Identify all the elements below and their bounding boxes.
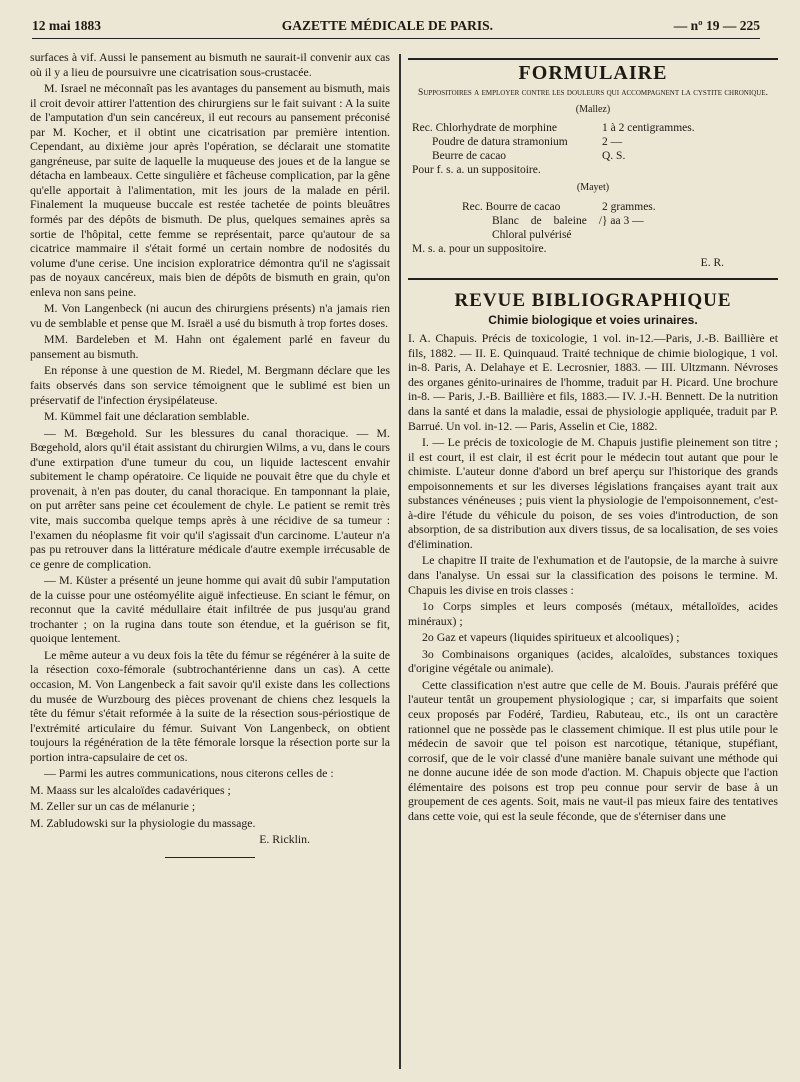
paragraph: I. — Le précis de toxicologie de M. Chapuis justifie pleinement son titre ; il est court, il est clair, il est écrit pour le médecin tout autant que pour le chimiste. L'auteur donne d'abord un bref aperçu sur l'historique des grands empoisonnements et sur les diverses législations françaises ayant trait aux substances vénéneuses ; puis vient la physiologie de l'empoisonnement, c'est-à-dire l'étude du véhicule du poison, de ses voies d'introduction, de son absorption, de sa distribution aux divers tissus, de sa localisation, de ses voies d'élimination. <box>408 435 778 551</box>
paragraph: M. Israel ne méconnaît pas les avantages du pansement au bismuth, mais il croit devoir attirer l'attention des chirurgiens sur le fait suivant : A la suite de l'amputation d'un sein cancéreux, il eut recours au pansement préconisé par M. Kocher, et il obtint une cicatrisation par première intention. Cependant, au dixième jour après l'opération, se déclarait une stomatite gangréneuse, par suite de laquelle la muqueuse des joues et de la langue se détacha en lambeaux. Cette singulière et fâcheuse complication, par la gêne qu'elle apportait à l'alimentation, mit les jours de la malade en péril. Finalement la muqueuse buccale est restée tachetée de points bleuâtres formés par des dépôts de bismuth. De plus, quelques semaines après sa sortie de l'hôpital, cette femme se représentait, parce qu'autour de sa cicatrice mammaire il s'était formé un certain nombre de nodosités du volume d'une cerise. Une incision exploratrice démontra qu'il ne s'agissait pas de noyaux cancéreux, mais bien de dépôts de bismuth en grain, qu'on enleva non sans peine. <box>30 81 390 299</box>
issue-date: 12 mai 1883 <box>32 18 101 33</box>
issue-page-number: — nº 19 — 225 <box>673 18 760 33</box>
page-header <box>32 14 760 39</box>
paragraph: Le chapitre II traite de l'exhumation et de l'autopsie, de la marche à suivre dans l'analyse. Un essai sur la classification des poisons le termine. M. Chapuis les divise en trois classes : <box>408 553 778 597</box>
right-column <box>408 50 778 1080</box>
paragraph: — M. Bœgehold. Sur les blessures du canal thoracique. — M. Bœgehold, alors qu'il était assistant du chirurgien Wilms, a vu, dans le cours d'une extirpation d'une tumeur du cou, un liquide lactescent envahir subitement le champ opératoire. Ce liquide ne pouvait être que du chyle et provenait, à n'en pas douter, du canal thoracique. En tamponnant la plaie, on put arrêter sans peine cet écoulement de chyle. Le patient se remit très vite, mais succomba quelque temps après à une récidive de sa tumeur : l'examen du néoplasme fit voir qu'il s'agissait d'un carcinome. L'auteur n'a pas pu retrouver dans la littérature médicale d'autre exemple irrécusable de ce genre de complication. <box>30 425 390 571</box>
paragraph: Le même auteur a vu deux fois la tête du fémur se régénérer à la suite de la résection coxo-fémorale (subtrochantérienne dans un cas). A cette occasion, M. Von Langenbeck a fait savoir qu'il existe dans les collections du musée de Wurzbourg des pièces provenant de chiens chez lesquels la tête du fémur s'était reformée à la suite de la résection sous-périostique de l'extrémité articulaire du fémur. Suivant Von Langenbeck, on obtient toujours la régénération de la tête fémorale lorsque la résection porte sur la portion intra-capsulaire de cet os. <box>30 647 390 764</box>
paragraph: surfaces à vif. Aussi le pansement au bismuth ne saurait-il convenir aux cas où il y a lieu de poursuivre une cicatrisation sous-crustacée. <box>30 50 390 79</box>
rx-ingredient: Poudre de datura stramonium <box>432 136 568 149</box>
author-signature: E. Ricklin. <box>259 832 310 847</box>
paragraph: En réponse à une question de M. Riedel, M. Bergmann déclare que les faits observés dans son service témoignent que le sublimé est bien un préservatif de l'infection érysipélateuse. <box>30 363 390 407</box>
journal-title: GAZETTE MÉDICALE DE PARIS. <box>281 18 494 33</box>
rx-dose: } aa 3 — <box>602 214 644 227</box>
bibliography-entry: I. A. Chapuis. Précis de toxicologie, 1 vol. in-12.—Paris, J.-B. Baillière et fils, 1882. — II. E. Quinquaud. Traité technique de chimie biologique, 1 vol. in-8. Paris, A. Delahaye et E. Lecrosnier, 1883. — III. Ultzmann. Névroses des organes génito-urinaires de l'homme, traduit par H. Picard. Une brochure in-8. — Paris, J.-B. Baillière et fils, 1883.— IV. J.-H. Bennett. De la nutrition dans la santé et dans la maladie, essai de physiologie appliquée, traduit par P. Barrué. Un vol. in-12. — Paris, Asselin et Cie, 1882. <box>408 331 778 433</box>
rx2-prescription <box>412 200 774 256</box>
rx-dose: 2 — <box>602 136 623 149</box>
rx1-author: (Mallez) <box>575 103 611 115</box>
paragraph: — Parmi les autres communications, nous citerons celles de : <box>44 766 334 781</box>
rx-dose: 1 à 2 centigrammes. <box>602 122 695 135</box>
revue-section <box>408 290 778 823</box>
list-item: 1o Corps simples et leurs composés (métaux, métalloïdes, acides minéraux) ; <box>408 599 778 628</box>
formulaire-signature: E. R. <box>700 256 724 269</box>
paragraph: M. Von Langenbeck (ni aucun des chirurgiens présents) n'a jamais rien vu de semblable et pense que M. Israël a usé du bismuth à trop fortes doses. <box>30 301 390 330</box>
rx-ingredient: Rec. Bourre de cacao <box>462 200 561 213</box>
rx-row <box>412 149 774 163</box>
rx-close: M. s. a. pour un suppositoire. <box>412 242 547 255</box>
rx-row <box>412 200 774 214</box>
end-rule <box>165 857 255 858</box>
list-item: M. Zabludowski sur la physiologie du massage. <box>30 815 256 830</box>
rx-ingredient: Rec. Chlorhydrate de morphine <box>412 122 557 135</box>
rx2-author: (Mayet) <box>576 182 610 194</box>
revue-subtitle: Chimie biologique et voies urinaires. <box>488 312 698 327</box>
rx-ingredient: Beurre de cacao <box>432 150 507 163</box>
paragraph: M. Kümmel fait une déclaration semblable. <box>44 409 250 424</box>
list-item: M. Zeller sur un cas de mélanurie ; <box>30 799 196 814</box>
formulaire-box <box>408 58 778 280</box>
rx-row <box>412 214 774 242</box>
list-item: 2o Gaz et vapeurs (liquides spiritueux et alcooliques) ; <box>422 630 680 645</box>
column-divider <box>399 54 401 1069</box>
rx-dose: Q. S. <box>602 150 626 163</box>
rx-row <box>412 121 774 135</box>
rx-ingredient: Blanc de baleine / Chloral pulvérisé <box>492 214 602 241</box>
rx-row <box>412 135 774 149</box>
left-column <box>30 50 390 1080</box>
paragraph: MM. Bardeleben et M. Hahn ont également parlé en faveur du pansement au bismuth. <box>30 332 390 361</box>
list-item: M. Maass sur les alcaloïdes cadavériques ; <box>30 782 231 797</box>
paragraph: — M. Küster a présenté un jeune homme qui avait dû subir l'amputation de la cuisse pour une ostéomyélite aiguë infectieuse. En sciant le fémur, on reconnut que la cavité médullaire était infiltrée de pus jusqu'au grand trochanter ; on la rugina dans toute son étendue, et la guérison se fit, quoique lentement. <box>30 573 390 646</box>
formulaire-subtitle: Suppositoires a employer contre les douleurs qui accompagnent la cystite chronique. <box>418 87 768 98</box>
paragraph: Cette classification n'est autre que celle de M. Bouis. J'aurais préféré que l'auteur tentât un groupement physiologique ; car, si imparfaits que soient ceux proposés par Fodéré, Tardieu, Rabuteau, etc., ils ont un caractère rationnel que ne possède pas le classement chimique. Il est plus utile pour le médecin de savoir que tel poison est narcotique, tétanique, stupéfiant, corrosif, que de le voir classé d'une manière banale suivant une méthode qui ne donne aucune idée de son mode d'action. M. Chapuis objecte que l'action élémentaire des poisons est trop peu connue pour servir de base à un groupement de ces agents. Soit, mais ne vaut-il pas mieux faire des tentatives dans cette voie, qui est la seule féconde, que de s'éterniser dans une <box>408 677 778 823</box>
rx-close: Pour f. s. a. un suppositoire. <box>412 164 541 177</box>
formulaire-title: FORMULAIRE <box>518 62 668 84</box>
rx-dose: 2 grammes. <box>602 200 656 213</box>
list-item: 3o Combinaisons organiques (acides, alcaloïdes, substances toxiques d'origine végétale ou animale). <box>408 646 778 676</box>
revue-title: REVUE BIBLIOGRAPHIQUE <box>454 290 732 312</box>
rx1-prescription <box>412 121 774 177</box>
